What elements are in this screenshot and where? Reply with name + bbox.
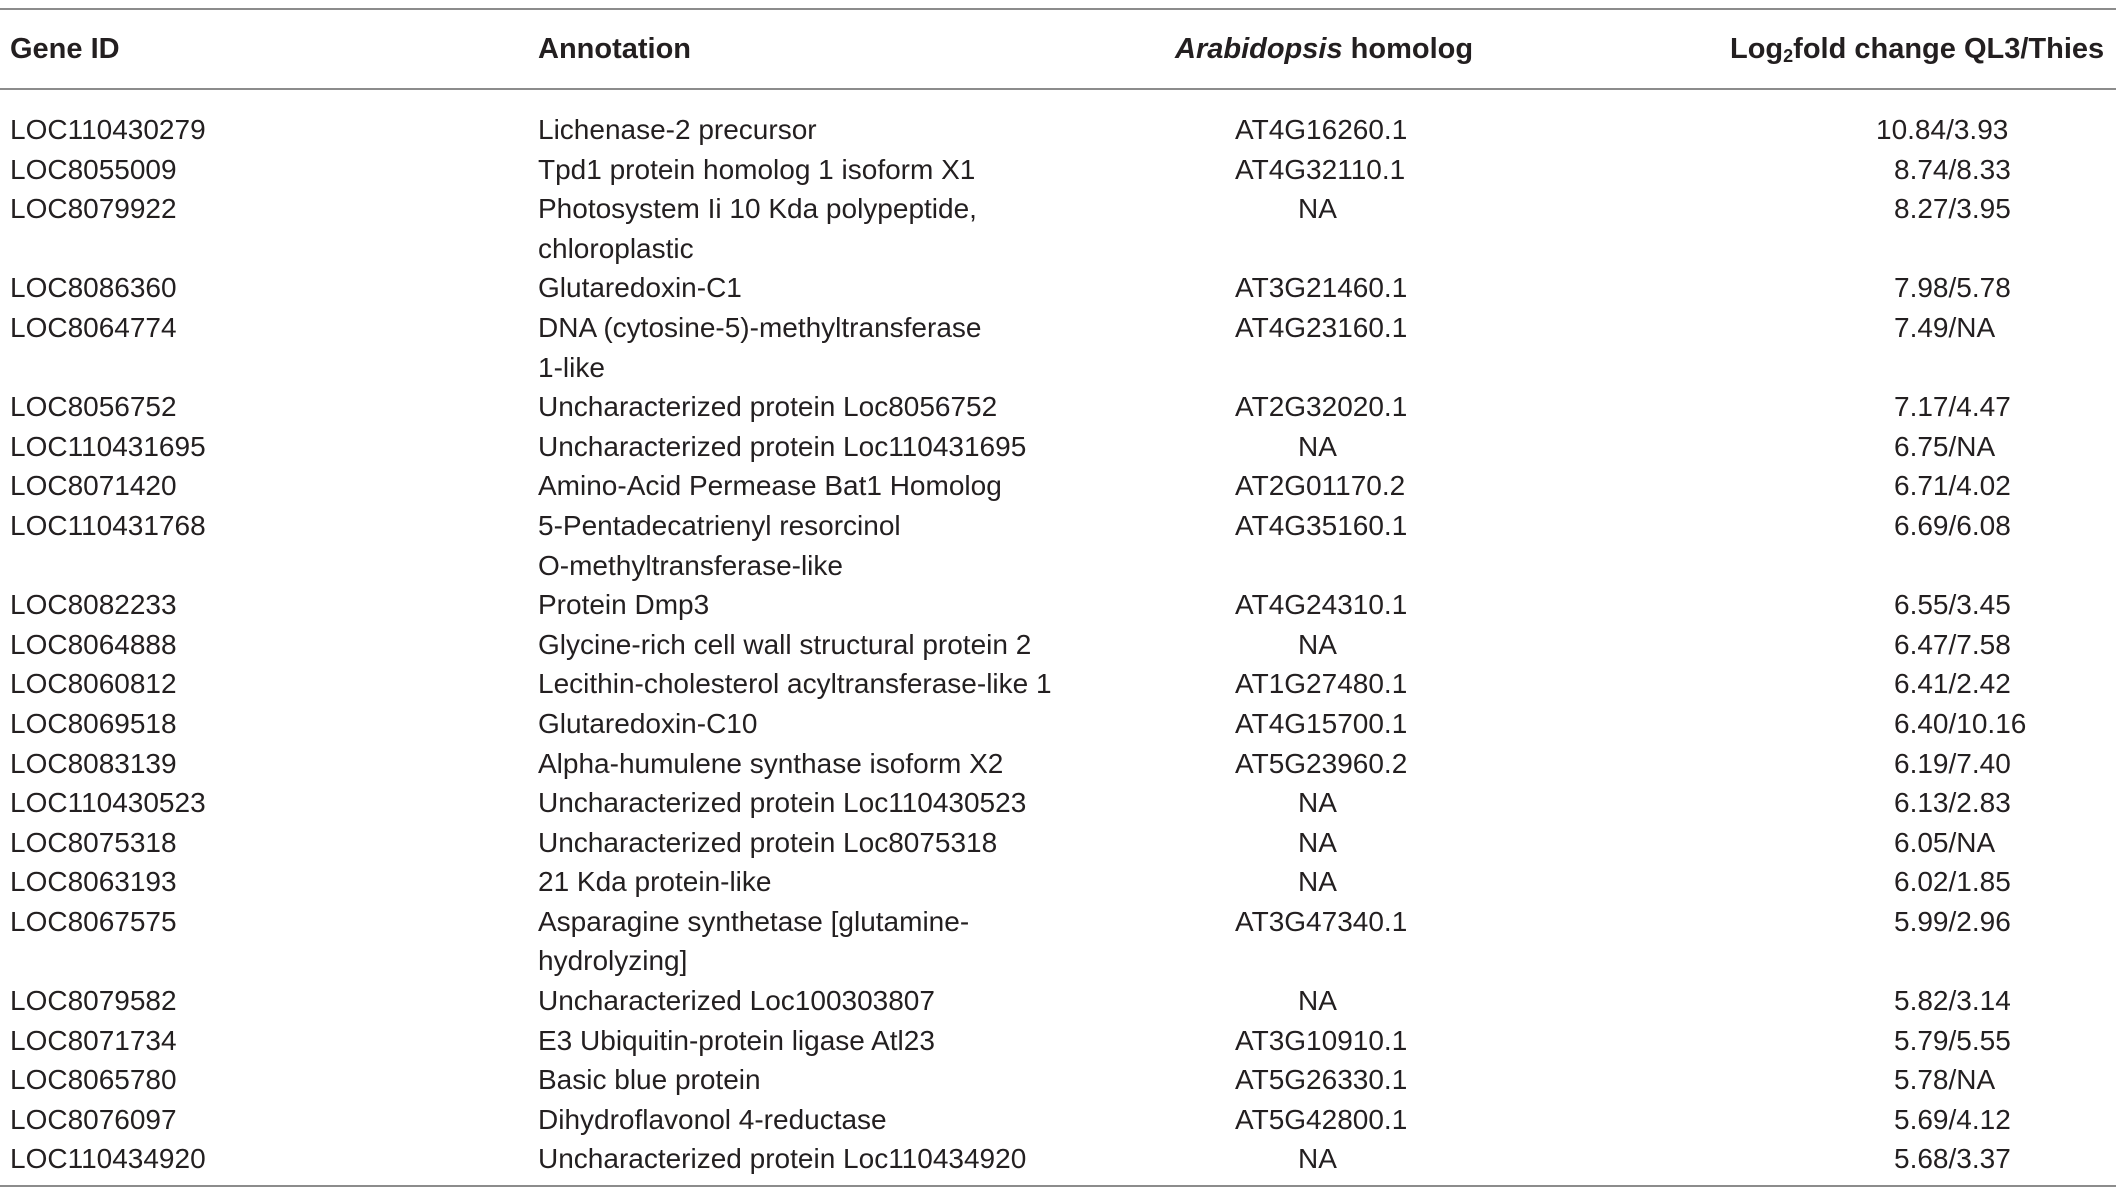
cell-fold-change: 6.13/2.83: [1894, 787, 2011, 819]
cell-homolog: AT5G26330.1: [1235, 1064, 1408, 1096]
header-fold-subscript: 2: [1783, 45, 1794, 66]
table-row: [0, 308, 2116, 387]
cell-gene-id: LOC8076097: [10, 1103, 177, 1135]
table-row: [0, 625, 2116, 665]
table-row: [0, 704, 2116, 744]
table-row: [0, 1139, 2116, 1179]
table-row: [0, 783, 2116, 823]
cell-annotation: Tpd1 protein homolog 1 isoform X1: [538, 153, 976, 185]
table-row: [0, 664, 2116, 704]
cell-annotation: Lecithin-cholesterol acyltransferase-like 1: [538, 668, 1052, 700]
cell-homolog: AT5G23960.2: [1235, 747, 1408, 779]
cell-homolog: AT3G47340.1: [1235, 905, 1408, 937]
table-row: [0, 110, 2116, 150]
cell-fold-change: 7.49/NA: [1894, 311, 1996, 343]
cell-homolog: NA: [1298, 628, 1337, 660]
cell-gene-id: LOC8065780: [10, 1064, 177, 1096]
cell-annotation: Dihydroflavonol 4-reductase: [538, 1103, 887, 1135]
table-row: [0, 150, 2116, 190]
cell-annotation: DNA (cytosine-5)-methyltransferase 1-like: [538, 311, 982, 383]
cell-fold-change: 5.68/3.37: [1894, 1143, 2011, 1175]
cell-annotation: Uncharacterized protein Loc110434920: [538, 1143, 1027, 1175]
cell-gene-id: LOC8079922: [10, 193, 177, 225]
cell-fold-change: 6.02/1.85: [1894, 866, 2011, 898]
cell-annotation: Basic blue protein: [538, 1064, 761, 1096]
cell-homolog: AT4G23160.1: [1235, 311, 1408, 343]
cell-homolog: NA: [1298, 193, 1337, 225]
header-homolog: [1083, 33, 1640, 66]
table-row: [0, 585, 2116, 625]
cell-gene-id: LOC110431768: [10, 509, 206, 541]
cell-homolog: AT2G01170.2: [1235, 470, 1406, 502]
cell-annotation: Uncharacterized Loc100303807: [538, 985, 935, 1017]
cell-fold-change: 6.40/10.16: [1894, 707, 2027, 739]
table-row: [0, 862, 2116, 902]
table-row: [0, 823, 2116, 863]
table-row: [0, 427, 2116, 467]
cell-fold-change: 6.47/7.58: [1894, 628, 2011, 660]
cell-homolog: AT4G32110.1: [1235, 153, 1406, 185]
cell-fold-change: 10.84/3.93: [1876, 114, 2009, 145]
table-row: [0, 466, 2116, 506]
cell-fold-change: 5.69/4.12: [1894, 1103, 2011, 1135]
cell-annotation: Glycine-rich cell wall structural protein 2: [538, 628, 1032, 660]
header-fold-change: [1640, 33, 2116, 66]
cell-fold-change: 5.82/3.14: [1894, 985, 2011, 1017]
cell-annotation: Uncharacterized protein Loc8056752: [538, 391, 998, 423]
table-row: [0, 981, 2116, 1021]
cell-gene-id: LOC8067575: [10, 905, 177, 937]
cell-homolog: AT4G15700.1: [1235, 707, 1408, 739]
cell-homolog: AT4G35160.1: [1235, 509, 1408, 541]
cell-annotation: Amino-Acid Permease Bat1 Homolog: [538, 470, 1002, 502]
cell-annotation: Uncharacterized protein Loc8075318: [538, 826, 998, 858]
cell-gene-id: LOC110430523: [10, 787, 206, 819]
cell-homolog: AT5G42800.1: [1235, 1103, 1408, 1135]
cell-homolog: AT4G16260.1: [1235, 114, 1408, 145]
cell-annotation: 21 Kda protein-like: [538, 866, 772, 898]
cell-fold-change: 6.19/7.40: [1894, 747, 2011, 779]
table-row: [0, 189, 2116, 268]
cell-fold-change: 7.98/5.78: [1894, 272, 2011, 304]
cell-fold-change: 5.99/2.96: [1894, 905, 2011, 937]
cell-gene-id: LOC8086360: [10, 272, 177, 304]
table-row: [0, 902, 2116, 981]
cell-homolog: NA: [1298, 787, 1337, 819]
cell-gene-id: LOC8071420: [10, 470, 177, 502]
cell-annotation: Glutaredoxin-C10: [538, 707, 758, 739]
table-row: [0, 1021, 2116, 1061]
cell-fold-change: 6.55/3.45: [1894, 589, 2011, 621]
cell-gene-id: LOC8064888: [10, 628, 177, 660]
cell-fold-change: 5.78/NA: [1894, 1064, 1996, 1096]
cell-gene-id: LOC8056752: [10, 391, 177, 423]
table-header: [0, 10, 2116, 88]
table-row: [0, 1100, 2116, 1140]
cell-gene-id: LOC8069518: [10, 707, 177, 739]
cell-annotation: Protein Dmp3: [538, 589, 710, 621]
table-bottom-rule: [0, 1185, 2116, 1187]
header-gene-id: Gene ID: [10, 32, 120, 65]
cell-homolog: AT4G24310.1: [1235, 589, 1408, 621]
cell-fold-change: 7.17/4.47: [1894, 391, 2011, 423]
cell-homolog: AT3G10910.1: [1235, 1024, 1408, 1056]
table-row: [0, 268, 2116, 308]
cell-fold-change: 8.27/3.95: [1894, 193, 2011, 225]
cell-fold-change: 8.74/8.33: [1894, 153, 2011, 185]
header-homolog-rest: homolog: [1342, 32, 1474, 65]
cell-homolog: AT1G27480.1: [1235, 668, 1408, 700]
cell-homolog: NA: [1298, 826, 1337, 858]
table-body: [0, 90, 2116, 1185]
table-row: [0, 744, 2116, 784]
gene-table: [0, 8, 2116, 1187]
header-fold-rest: fold change QL3/Thies: [1793, 32, 2105, 65]
table-row: [0, 1060, 2116, 1100]
table-row: [0, 506, 2116, 585]
cell-annotation: 5-Pentadecatrienyl resorcinol O-methyltransferase-like: [538, 509, 901, 581]
cell-fold-change: 6.75/NA: [1894, 430, 1996, 462]
cell-annotation: Glutaredoxin-C1: [538, 272, 742, 304]
cell-gene-id: LOC8064774: [10, 311, 177, 343]
cell-homolog: NA: [1298, 430, 1337, 462]
cell-annotation: Alpha-humulene synthase isoform X2: [538, 747, 1004, 779]
cell-gene-id: LOC8083139: [10, 747, 177, 779]
cell-homolog: AT2G32020.1: [1235, 391, 1408, 423]
cell-annotation: E3 Ubiquitin-protein ligase Atl23: [538, 1024, 935, 1056]
header-fold-prefix: Log: [1730, 32, 1784, 65]
table-row: [0, 387, 2116, 427]
cell-fold-change: 6.41/2.42: [1894, 668, 2011, 700]
cell-gene-id: LOC8079582: [10, 985, 177, 1017]
cell-gene-id: LOC8055009: [10, 153, 177, 185]
cell-gene-id: LOC110431695: [10, 430, 206, 462]
cell-annotation: Lichenase-2 precursor: [538, 114, 817, 145]
cell-gene-id: LOC8060812: [10, 668, 177, 700]
cell-gene-id: LOC8063193: [10, 866, 177, 898]
cell-annotation: Uncharacterized protein Loc110431695: [538, 430, 1027, 462]
cell-annotation: Asparagine synthetase [glutamine- hydrolyzing]: [538, 905, 970, 977]
cell-gene-id: LOC8075318: [10, 826, 177, 858]
cell-gene-id: LOC8071734: [10, 1024, 177, 1056]
cell-fold-change: 6.05/NA: [1894, 826, 1996, 858]
cell-gene-id: LOC110434920: [10, 1143, 206, 1175]
cell-homolog: AT3G21460.1: [1235, 272, 1408, 304]
cell-homolog: NA: [1298, 1143, 1337, 1175]
cell-fold-change: 6.71/4.02: [1894, 470, 2011, 502]
cell-annotation: Photosystem Ii 10 Kda polypeptide, chloroplastic: [538, 193, 977, 264]
cell-homolog: NA: [1298, 866, 1337, 898]
cell-fold-change: 6.69/6.08: [1894, 509, 2011, 541]
header-annotation: Annotation: [538, 32, 692, 65]
cell-homolog: NA: [1298, 985, 1337, 1017]
cell-annotation: Uncharacterized protein Loc110430523: [538, 787, 1027, 819]
cell-gene-id: LOC110430279: [10, 114, 206, 145]
cell-fold-change: 5.79/5.55: [1894, 1024, 2011, 1056]
cell-gene-id: LOC8082233: [10, 589, 177, 621]
header-homolog-species: Arabidopsis: [1175, 32, 1343, 65]
